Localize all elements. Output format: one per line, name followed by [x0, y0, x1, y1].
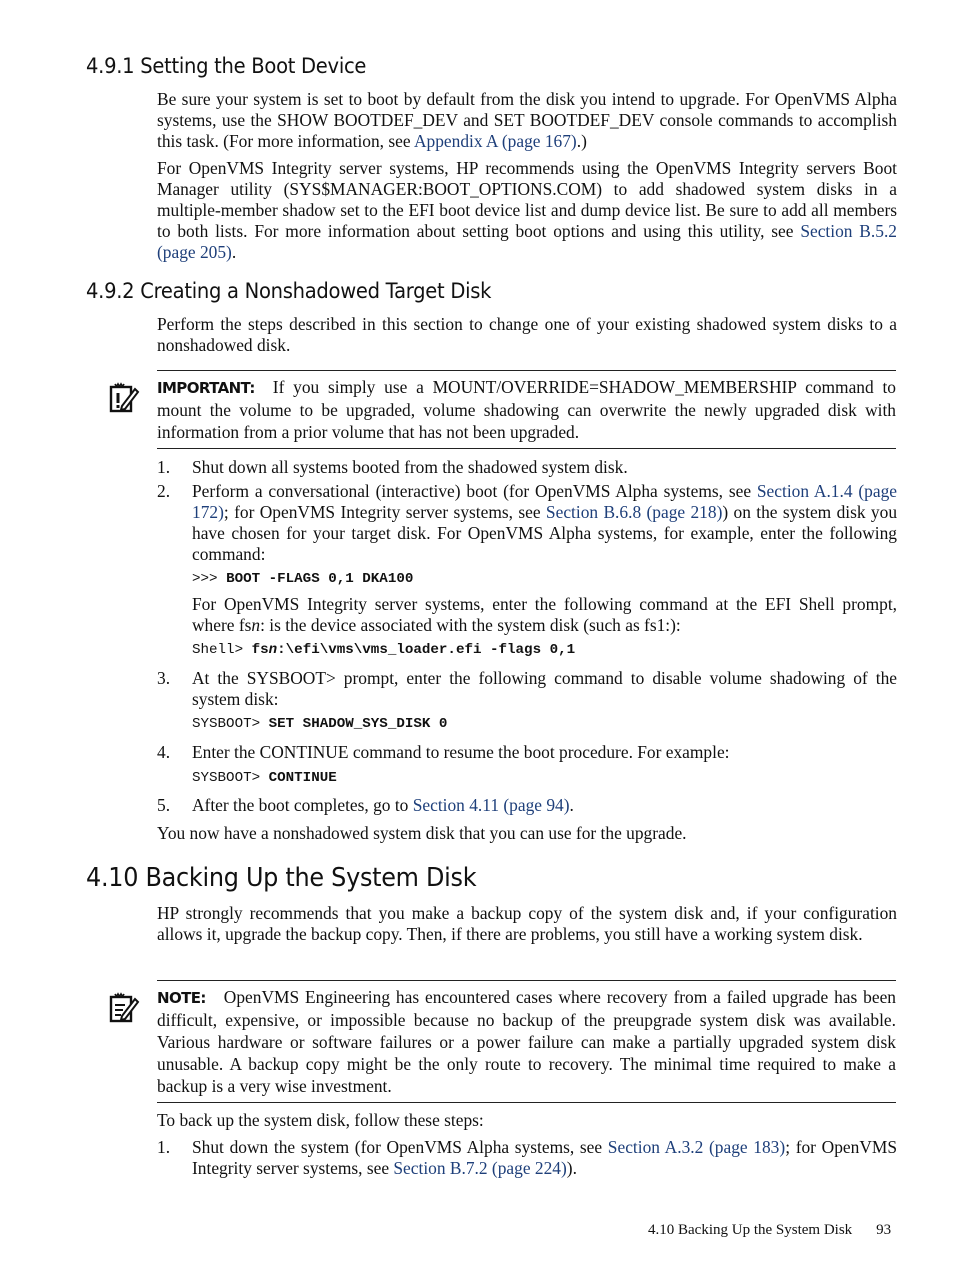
list-item: 4. Enter the CONTINUE command to resume the boot procedure. For example: SYSBOOT> CONTINUE	[157, 742, 897, 789]
section-4-9-1-body	[157, 89, 897, 263]
list-item: 1. Shut down all systems booted from the shadowed system disk.	[157, 457, 628, 477]
running-title: 4.10 Backing Up the System Disk	[648, 1222, 853, 1238]
list-item: 3. At the SYSBOOT> prompt, enter the following command to disable volume shadowing of the system disk: SYSBOOT> SET SHADOW_SYS_DISK 0	[157, 668, 897, 735]
important-label: IMPORTANT:	[157, 379, 255, 397]
section-heading-4-10: 4.10 Backing Up the System Disk	[86, 863, 477, 893]
note-callout: NOTE: OpenVMS Engineering has encountered cases where recovery from a failed upgrade has been difficult, expensive, or impossible because no backup of the preupgrade system disk was available. Various hardware or software failures or a power failure can make a partially upgraded system disk unusable. A backup copy might be the only route to recovery. The minimal time required to make a backup is a very wise investment.	[157, 980, 896, 1103]
link-appendix-a[interactable]: Appendix A (page 167)	[413, 131, 577, 151]
link-section-a-1-4[interactable]: Section A.1.4 (page 172)	[192, 481, 897, 522]
paragraph: Perform the steps described in this section to change one of your existing shadowed system disks to a nonshadowed disk.	[157, 314, 897, 355]
section-heading-4-9-1: 4.9.1 Setting the Boot Device	[86, 54, 367, 78]
code-example: SYSBOOT> CONTINUE	[192, 770, 337, 786]
paragraph: Be sure your system is set to boot by default from the disk you intend to upgrade. For OpenVMS Alpha systems, use the SHOW BOOTDEF_DEV and SET BOOTDEF_DEV console commands to accomplish this task. (For more information, see Appendix A (page 167).)	[157, 89, 897, 151]
section-4-9-2-intro	[157, 314, 897, 356]
paragraph: For OpenVMS Integrity server systems, HP recommends using the OpenVMS Integrity servers Boot Manager utility (SYS$MANAGER:BOOT_OPTIONS.COM) to add shadowed system disks in a multiple-member shadow set to the EFI boot device list and dump device list. Be sure to add all members to both lists. For more information about setting boot options and using this utility, see Section B.5.2 (page 205).	[157, 158, 897, 262]
link-section-b-7-2[interactable]: Section B.7.2 (page 224)	[393, 1158, 567, 1178]
steps-list-4-9-2	[157, 457, 897, 844]
note-label: NOTE:	[157, 989, 206, 1007]
steps-list-4-10	[157, 1110, 897, 1179]
important-callout: IMPORTANT: If you simply use a MOUNT/OVERRIDE=SHADOW_MEMBERSHIP command to mount the volume to be upgraded, volume shadowing can overwrite the newly upgraded disk with information from a prior volume that has not been upgraded.	[157, 370, 896, 449]
paragraph: You now have a nonshadowed system disk that you can use for the upgrade.	[157, 823, 687, 843]
list-item: 5. After the boot completes, go to Section 4.11 (page 94).	[157, 795, 574, 815]
code-example: SYSBOOT> SET SHADOW_SYS_DISK 0	[192, 716, 448, 732]
paragraph: To back up the system disk, follow these steps:	[157, 1110, 484, 1130]
page-number: 93	[876, 1222, 892, 1238]
note-pencil-important-icon	[108, 382, 140, 414]
link-section-b-5-2[interactable]: Section B.5.2 (page 205)	[157, 221, 897, 262]
paragraph: HP strongly recommends that you make a backup copy of the system disk and, if your configuration allows it, upgrade the backup copy. Then, if there are problems, you still have a working system disk.	[157, 903, 897, 944]
code-example: >>> BOOT -FLAGS 0,1 DKA100	[192, 571, 414, 587]
page-footer	[648, 1222, 891, 1239]
link-section-4-11[interactable]: Section 4.11 (page 94)	[412, 795, 570, 815]
list-item: 1. Shut down the system (for OpenVMS Alpha systems, see Section A.3.2 (page 183); for OpenVMS Integrity server systems, see Section B.7.2 (page 224)).	[157, 1137, 898, 1178]
list-item: 2. Perform a conversational (interactive) boot (for OpenVMS Alpha systems, see Section A.1.4 (page 172); for OpenVMS Integrity server systems, see Section B.6.8 (page 218)) on the system disk you have chosen for your target disk. For OpenVMS Alpha systems, for example, enter the following command: >>> BOOT -FLAGS 0,1 DKA100 For OpenVMS Integrity server systems, enter the following command at the EFI Shell prompt, where fsn: is the device associated with the system disk (such as fs1:): Shell> fsn:\efi\vms\vms_loader.efi -flags 0,1	[157, 481, 897, 661]
link-section-b-6-8[interactable]: Section B.6.8 (page 218)	[545, 502, 723, 522]
note-pencil-icon	[108, 992, 140, 1024]
code-example: Shell> fsn:\efi\vms\vms_loader.efi -flags 0,1	[192, 642, 576, 658]
section-heading-4-9-2: 4.9.2 Creating a Nonshadowed Target Disk	[86, 279, 492, 303]
section-4-10-intro	[157, 903, 897, 945]
link-section-a-3-2[interactable]: Section A.3.2 (page 183)	[607, 1137, 786, 1157]
